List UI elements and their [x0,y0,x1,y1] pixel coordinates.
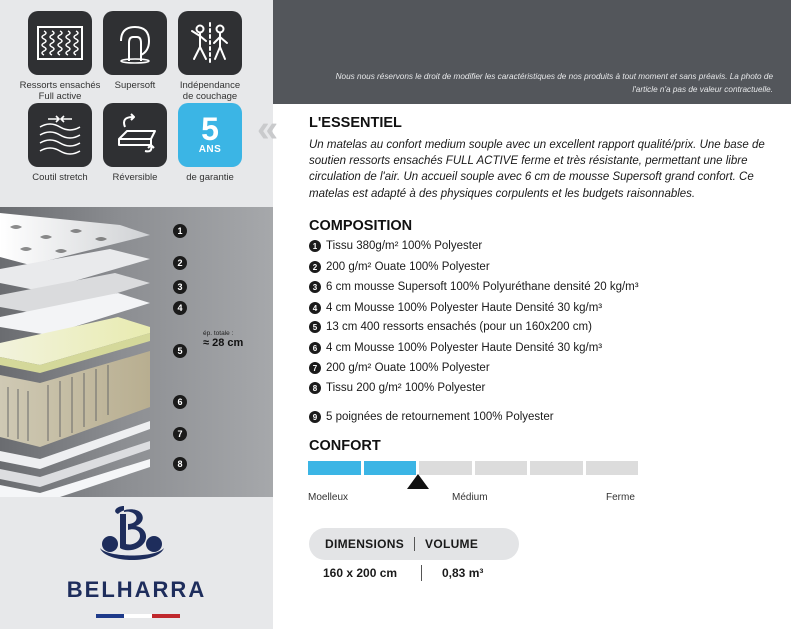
feature-label: Coutil stretch [32,172,88,183]
stretch-fabric-icon [28,103,92,167]
composition-item [309,302,602,314]
item-text: Tissu 200 g/m² 100% Polyester [326,382,486,394]
french-flag [96,614,180,618]
divider [421,565,422,581]
item-number: 7 [309,362,321,374]
divider [414,537,415,551]
left-panel [0,0,273,629]
essentiel-text: Un matelas au confort medium souple avec un excellent rapport qualité/prix. Une base de soutien ressorts ensachés FULL ACTIVE ferme et très résistante, permettant une libre circulation de l'air. Un accueil souple avec 6 cm de mousse Supersoft grand confort. Ce matelas est adapté à des physiques corpulents et les budgets raisonnables. [309,139,765,200]
item-number: 6 [309,342,321,354]
mattress-layers-visual [0,207,273,497]
item-text: 200 g/m² Ouate 100% Polyester [326,362,490,374]
comfort-segment [419,461,472,475]
comfort-scale [308,461,638,475]
comfort-segment [530,461,583,475]
composition-title: COMPOSITION [309,218,413,234]
item-text: 13 cm 400 ressorts ensachés (pour un 160x200 cm) [326,321,592,333]
feature-independence [166,11,254,102]
comfort-segment [475,461,528,475]
composition-item [309,382,485,394]
layer-number: 4 [173,301,187,315]
composition-item [309,261,490,273]
warranty-number: 5 [201,111,219,147]
item-number: 9 [309,411,321,423]
confort-title: CONFORT [309,438,381,454]
pocket-springs-icon [28,11,92,75]
item-text: 5 poignées de retournement 100% Polyester [326,411,554,423]
item-text: Tissu 380g/m² 100% Polyester [326,240,483,252]
quote-chevrons-icon: « [257,108,279,150]
composition-item [309,342,602,354]
warranty-unit: ANS [198,144,222,155]
composition-item [309,362,490,374]
feature-label: Ressorts ensachés Full active [19,80,101,102]
item-number: 5 [309,321,321,333]
composition-item [309,321,592,333]
item-number: 3 [309,281,321,293]
layer-number: 8 [173,457,187,471]
item-text: 6 cm mousse Supersoft 100% Polyuréthane densité 20 kg/m³ [326,281,639,293]
layer-number: 5 [173,344,187,358]
brand-logo-mark [96,500,168,577]
brand-name: BELHARRA [66,577,207,602]
item-text: 200 g/m² Ouate 100% Polyester [326,261,490,273]
feature-warranty [166,103,254,183]
composition-item [309,411,554,423]
comfort-label-firm: Ferme [606,492,635,503]
composition-item [309,281,639,293]
finger-press-icon [103,11,167,75]
layer-number: 3 [173,280,187,294]
item-number: 2 [309,261,321,273]
comfort-segment [364,461,417,475]
item-text: 4 cm Mousse 100% Polyester Haute Densité 30 kg/m³ [326,302,603,314]
dimensions-value: 160 x 200 cm [323,566,398,580]
independent-sleepers-icon [178,11,242,75]
item-text: 4 cm Mousse 100% Polyester Haute Densité 30 kg/m³ [326,342,603,354]
dimensions-label: DIMENSIONS [325,537,405,551]
comfort-segment [586,461,639,475]
thickness-label: ép. totale : [203,330,234,337]
volume-label: VOLUME [425,537,479,551]
comfort-segment [308,461,361,475]
dimensions-header [309,528,519,560]
disclaimer: Nous nous réservons le droit de modifier les caractéristiques de nos produits à tout moment et sans préavis. La photo de l'article n'a pas de valeur contractuelle. [335,72,773,94]
top-banner [273,0,791,104]
item-number: 1 [309,240,321,252]
essentiel-title: L'ESSENTIEL [309,115,402,131]
comfort-label-soft: Moelleux [308,492,349,503]
warranty-badge-icon [178,103,242,167]
feature-label: Réversible [112,172,158,183]
feature-label: Indépendance de couchage [179,80,241,102]
item-number: 8 [309,382,321,394]
feature-label: de garantie [186,172,234,183]
comfort-pointer-icon [407,474,429,489]
composition-item [309,240,482,252]
feature-label: Supersoft [114,80,156,91]
volume-value: 0,83 m³ [442,566,484,580]
layer-number: 7 [173,427,187,441]
thickness-value: ≈ 28 cm [203,337,244,349]
layer-number: 1 [173,224,187,238]
reversible-icon [103,103,167,167]
comfort-label-medium: Médium [452,492,488,503]
item-number: 4 [309,302,321,314]
layer-number: 6 [173,395,187,409]
layer-number: 2 [173,256,187,270]
